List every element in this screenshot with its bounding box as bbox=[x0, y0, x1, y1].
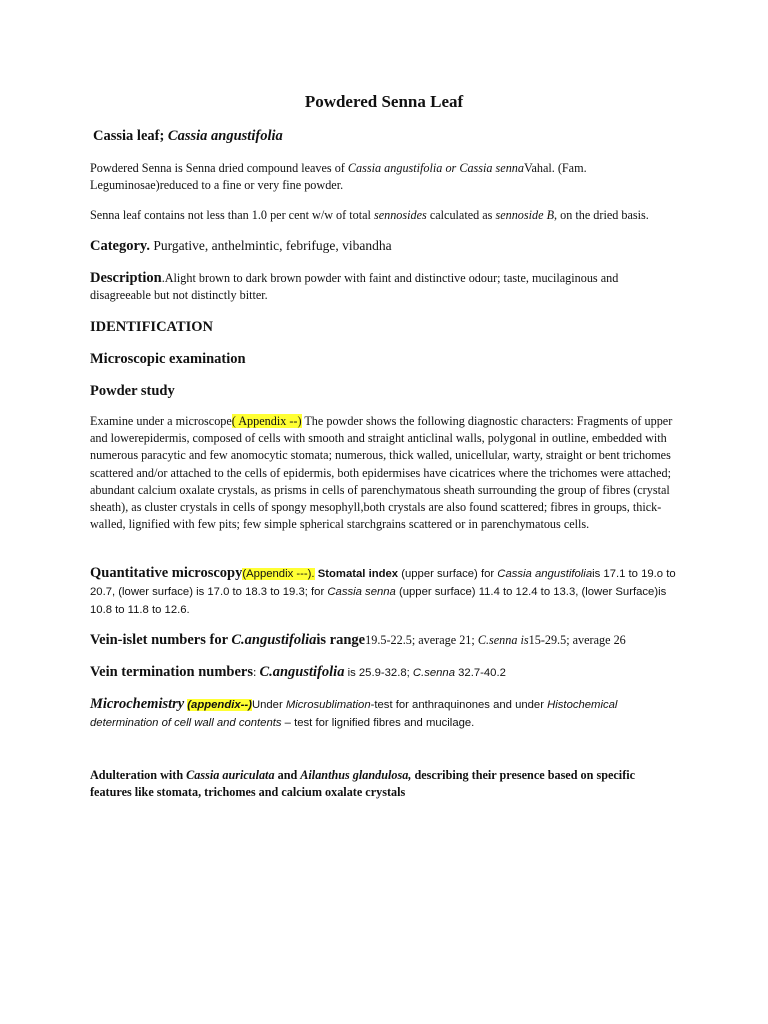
subtitle-species: Cassia angustifolia bbox=[167, 128, 283, 144]
microchemistry-text-1: Under bbox=[251, 699, 286, 711]
adulteration-text-3: describing their presence based on specific features like stomata, trichomes and calcium oxalate crystals bbox=[90, 768, 636, 800]
histochemical-term: Histochemical determination of cell wall and contents bbox=[90, 699, 618, 730]
content-paragraph bbox=[90, 207, 678, 224]
intro-species: Cassia angustifolia or Cassia senna bbox=[347, 161, 524, 175]
powder-paragraph bbox=[90, 413, 678, 533]
adulteration-paragraph bbox=[90, 767, 678, 801]
stomatal-index-label: Stomatal index bbox=[314, 568, 399, 580]
quantitative-species-1: Cassia angustifolia bbox=[497, 568, 593, 580]
content-text-3: , on the dried basis. bbox=[554, 208, 649, 222]
vein-islet-paragraph bbox=[90, 632, 678, 649]
powder-study-heading: Powder study bbox=[90, 383, 175, 399]
microsublimation-term: Microsublimation bbox=[285, 699, 371, 711]
microchemistry-appendix-highlight: (appendix--) bbox=[187, 699, 252, 711]
quantitative-text-3: (upper surface) 11.4 to 12.4 to 13.3, (lower Surface)is 10.8 to 11.8 to 12.6. bbox=[90, 586, 667, 617]
vein-termination-text-1: is 25.9-32.8; bbox=[344, 667, 413, 679]
identification-heading: IDENTIFICATION bbox=[90, 319, 214, 335]
description-paragraph bbox=[90, 270, 678, 304]
vein-termination-label: Vein termination numbers bbox=[90, 664, 253, 680]
vein-islet-label-2: is range bbox=[316, 632, 366, 648]
vein-termination-text-2: 32.7-40.2 bbox=[454, 667, 506, 679]
adulteration-species-2: Ailanthus glandulosa, bbox=[300, 768, 412, 782]
vein-islet-species: C.angustifolia bbox=[231, 632, 317, 648]
adulteration-species-1: Cassia auriculata bbox=[186, 768, 275, 782]
quantitative-paragraph bbox=[90, 565, 678, 620]
category-label: Category. bbox=[90, 238, 150, 254]
category-paragraph bbox=[90, 237, 678, 255]
quantitative-label: Quantitative microscopy bbox=[90, 565, 243, 581]
microchemistry-paragraph bbox=[90, 696, 678, 732]
adulteration-text-2: and bbox=[274, 768, 301, 782]
appendix-highlight: ( Appendix --) bbox=[231, 414, 302, 428]
microchemistry-text-3: – test for lignified fibres and mucilage. bbox=[281, 717, 475, 730]
microchemistry-text-2: -test for anthraquinones and under bbox=[370, 699, 548, 711]
quantitative-species-2: Cassia senna bbox=[327, 586, 396, 599]
page-title: Powdered Senna Leaf bbox=[304, 92, 464, 111]
vein-islet-species-2: C.senna is bbox=[477, 633, 529, 647]
adulteration-text-1: Adulteration with bbox=[90, 768, 187, 782]
vein-islet-text-2: 15-29.5; average 26 bbox=[528, 633, 626, 647]
description-text: .Alight brown to dark brown powder with faint and distinctive odour; taste, mucilaginous and disagreeable but not distinctly bitter. bbox=[90, 271, 619, 303]
vein-termination-species: C.angustifolia bbox=[259, 664, 345, 680]
vein-termination-species-2: C.senna bbox=[412, 667, 455, 679]
intro-text-1: Powdered Senna is Senna dried compound leaves of bbox=[90, 161, 348, 175]
vein-termination-paragraph bbox=[90, 664, 678, 682]
content-sennoside-b: sennoside B bbox=[495, 208, 555, 222]
description-label: Description bbox=[90, 270, 162, 286]
subtitle-prefix: Cassia leaf; bbox=[93, 128, 168, 144]
powder-text-2: The powder shows the following diagnostic characters: Fragments of upper and lowerepidermis, composed of cells with smooth and straight anticlinal walls, polygonal in outline, embedded with numerous paracytic and few anomocytic stomata; numerous, thick walled, unicellular, warty, straight or bent trichomes scattered and/or attached to the cells of epidermis, both epidermises have cicatrices where the trichomes were attached; abundant calcium oxalate crystals, as prisms in cells of parenchymatous sheath surrounding the group of fibres (crystal sheath), as cluster crystals in cells of spongy mesophyll,both crystals are also found scattered; fibres in groups, thick-walled, lignified with few pits; few simple spherical starchgrains scattered or in parenchymatous cells. bbox=[90, 414, 673, 532]
quantitative-appendix-highlight: (Appendix ---). bbox=[242, 568, 315, 580]
powder-text-1: Examine under a microscope bbox=[90, 414, 232, 428]
intro-paragraph bbox=[90, 160, 678, 194]
quantitative-text-1: (upper surface) for bbox=[398, 568, 498, 580]
category-text: Purgative, anthelmintic, febrifuge, vibandha bbox=[150, 238, 392, 253]
content-sennosides: sennosides bbox=[373, 208, 427, 222]
intro-text-2: Vahal. (Fam. Leguminosae)reduced to a fine or very fine powder. bbox=[90, 161, 587, 193]
vein-termination-colon: : bbox=[253, 665, 260, 679]
subtitle bbox=[93, 128, 681, 145]
microchemistry-label: Microchemistry bbox=[90, 696, 185, 712]
vein-islet-text-1: 19.5-22.5; average 21; bbox=[365, 633, 478, 647]
quantitative-text-2: is 17.1 to 19.o to 20.7, (lower surface) is 17.0 to 18.3 to 19.3; for bbox=[90, 568, 676, 599]
microscopic-heading: Microscopic examination bbox=[90, 351, 246, 367]
content-text-2: calculated as bbox=[426, 208, 496, 222]
vein-islet-label: Vein-islet numbers for bbox=[90, 632, 232, 648]
content-text-1: Senna leaf contains not less than 1.0 per cent w/w of total bbox=[90, 208, 374, 222]
